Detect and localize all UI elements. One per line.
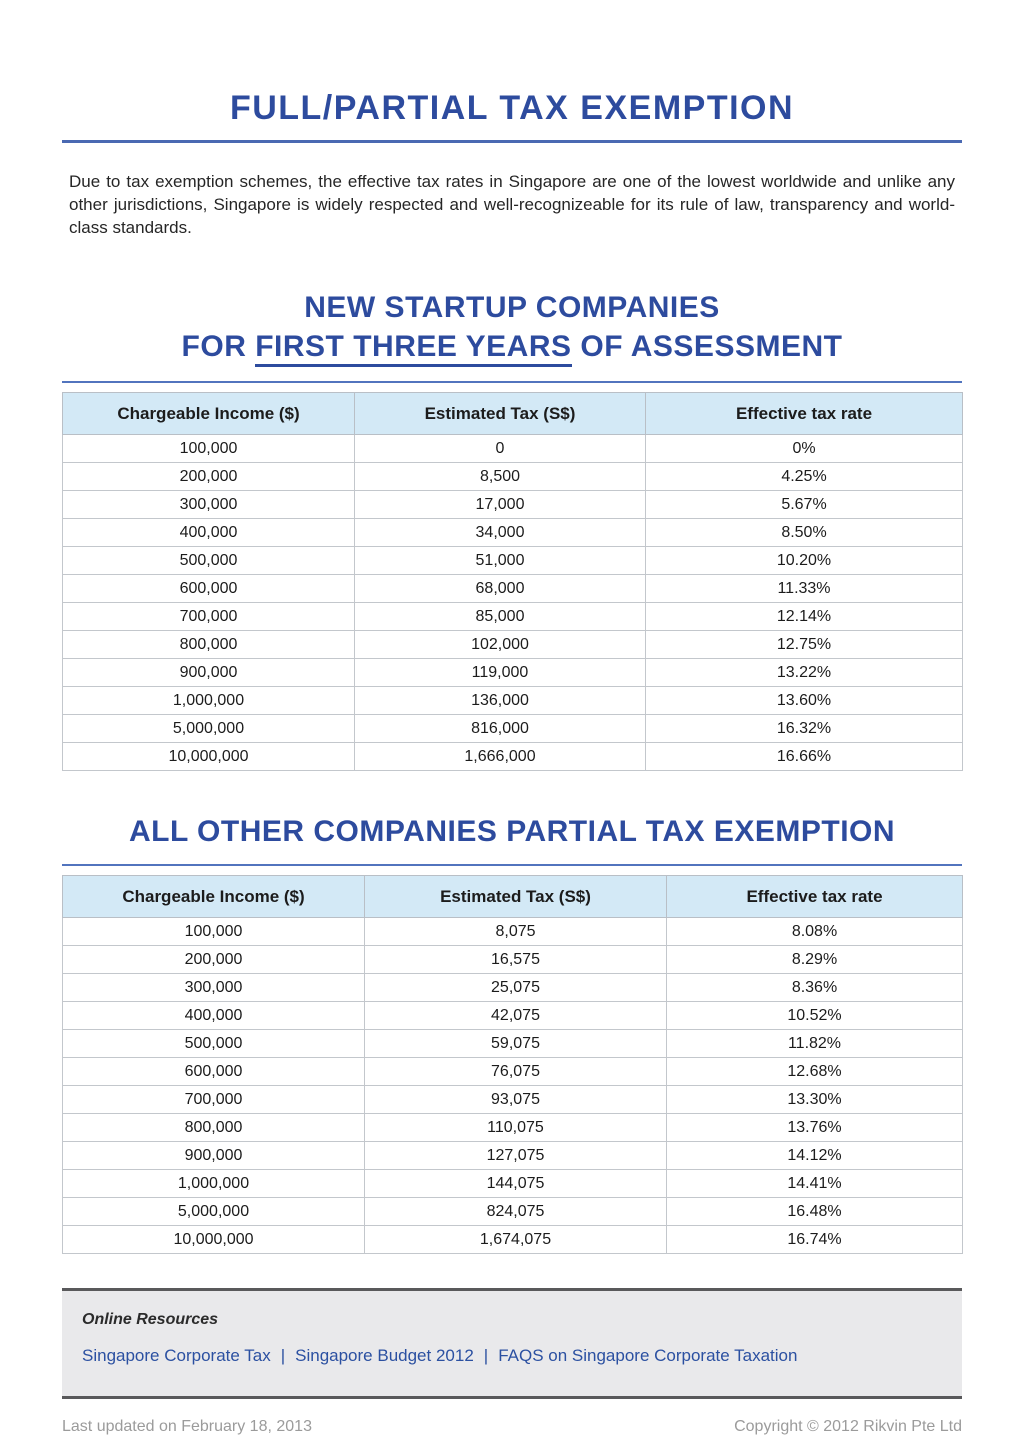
- table-cell: 100,000: [63, 435, 355, 463]
- table-cell: 12.14%: [646, 603, 963, 631]
- table-row: [63, 631, 963, 659]
- startup-tax-table: [62, 392, 963, 771]
- table-cell: 16,575: [365, 946, 667, 974]
- table-cell: 600,000: [63, 575, 355, 603]
- table-cell: 100,000: [63, 918, 365, 946]
- startup-table-top-rule: [62, 381, 962, 383]
- table-row: [63, 715, 963, 743]
- table-cell: 13.22%: [646, 659, 963, 687]
- table-cell: 300,000: [63, 491, 355, 519]
- table-cell: 110,075: [365, 1114, 667, 1142]
- table-cell: 12.68%: [667, 1058, 963, 1086]
- online-resources-box: [62, 1288, 962, 1399]
- table-row: [63, 1002, 963, 1030]
- table-cell: 76,075: [365, 1058, 667, 1086]
- startup-heading-line2-prefix: FOR: [181, 330, 256, 363]
- table-cell: 700,000: [63, 1086, 365, 1114]
- table-cell: 1,000,000: [63, 687, 355, 715]
- table-cell: 500,000: [63, 547, 355, 575]
- table-cell: 300,000: [63, 974, 365, 1002]
- table-cell: 900,000: [63, 659, 355, 687]
- startup-heading-line1: NEW STARTUP COMPANIES: [304, 291, 720, 324]
- table-cell: 13.30%: [667, 1086, 963, 1114]
- table-row: [63, 463, 963, 491]
- table-cell: 14.12%: [667, 1142, 963, 1170]
- intro-paragraph: Due to tax exemption schemes, the effective tax rates in Singapore are one of the lowest worldwide and unlike any other jurisdictions, Singapore is widely respected and well-recognizeable for its rule of law, transparency and world-class standards.: [69, 172, 955, 237]
- online-resources-links: [82, 1346, 942, 1366]
- link-separator: |: [483, 1346, 489, 1365]
- table-cell: 16.74%: [667, 1226, 963, 1254]
- table-cell: 10,000,000: [63, 743, 355, 771]
- table-cell: 13.76%: [667, 1114, 963, 1142]
- table-row: [63, 946, 963, 974]
- table-cell: 17,000: [355, 491, 646, 519]
- table-cell: 68,000: [355, 575, 646, 603]
- table-cell: 400,000: [63, 519, 355, 547]
- link-faqs-corporate-taxation[interactable]: FAQS on Singapore Corporate Taxation: [498, 1346, 798, 1365]
- link-singapore-budget-2012[interactable]: Singapore Budget 2012: [295, 1346, 474, 1365]
- table-header-row: [63, 393, 963, 435]
- table-row: [63, 687, 963, 715]
- table-row: [63, 1170, 963, 1198]
- table-row: [63, 1142, 963, 1170]
- table-cell: 14.41%: [667, 1170, 963, 1198]
- table-cell: 11.82%: [667, 1030, 963, 1058]
- partial-table-header: [63, 876, 963, 918]
- table-row: [63, 918, 963, 946]
- table-cell: 8.29%: [667, 946, 963, 974]
- table-cell: 16.32%: [646, 715, 963, 743]
- table-cell: 102,000: [355, 631, 646, 659]
- table-row: [63, 519, 963, 547]
- table-cell: 4.25%: [646, 463, 963, 491]
- table-row: [63, 974, 963, 1002]
- table-cell: 10.52%: [667, 1002, 963, 1030]
- table-cell: 16.48%: [667, 1198, 963, 1226]
- table-row: [63, 435, 963, 463]
- column-header-chargeable-income: Chargeable Income ($): [63, 876, 365, 918]
- copyright-text: Copyright © 2012 Rikvin Pte Ltd: [734, 1418, 962, 1435]
- table-cell: 25,075: [365, 974, 667, 1002]
- table-row: [63, 1086, 963, 1114]
- table-row: [63, 1198, 963, 1226]
- table-cell: 0: [355, 435, 646, 463]
- table-cell: 16.66%: [646, 743, 963, 771]
- table-cell: 59,075: [365, 1030, 667, 1058]
- table-cell: 10.20%: [646, 547, 963, 575]
- link-singapore-corporate-tax[interactable]: Singapore Corporate Tax: [82, 1346, 271, 1365]
- table-cell: 800,000: [63, 631, 355, 659]
- partial-tax-table: [62, 875, 963, 1254]
- partial-table-top-rule: [62, 864, 962, 866]
- table-cell: 400,000: [63, 1002, 365, 1030]
- table-cell: 5,000,000: [63, 715, 355, 743]
- column-header-estimated-tax: Estimated Tax (S$): [365, 876, 667, 918]
- column-header-effective-rate: Effective tax rate: [667, 876, 963, 918]
- table-cell: 0%: [646, 435, 963, 463]
- startup-table-body: [63, 435, 963, 771]
- table-cell: 13.60%: [646, 687, 963, 715]
- table-cell: 900,000: [63, 1142, 365, 1170]
- link-separator: |: [280, 1346, 286, 1365]
- table-row: [63, 575, 963, 603]
- table-cell: 8.08%: [667, 918, 963, 946]
- page-footer: [62, 1418, 962, 1436]
- table-cell: 127,075: [365, 1142, 667, 1170]
- table-cell: 144,075: [365, 1170, 667, 1198]
- table-cell: 42,075: [365, 1002, 667, 1030]
- table-row: [63, 1030, 963, 1058]
- document-content: [62, 88, 962, 1436]
- table-cell: 136,000: [355, 687, 646, 715]
- table-cell: 200,000: [63, 946, 365, 974]
- table-cell: 8,075: [365, 918, 667, 946]
- table-row: [63, 743, 963, 771]
- table-cell: 51,000: [355, 547, 646, 575]
- table-cell: 5,000,000: [63, 1198, 365, 1226]
- table-cell: 500,000: [63, 1030, 365, 1058]
- page-title: FULL/PARTIAL TAX EXEMPTION: [229, 89, 795, 127]
- table-cell: 816,000: [355, 715, 646, 743]
- table-cell: 1,666,000: [355, 743, 646, 771]
- table-cell: 600,000: [63, 1058, 365, 1086]
- column-header-effective-rate: Effective tax rate: [646, 393, 963, 435]
- last-updated-text: Last updated on February 18, 2013: [62, 1418, 312, 1435]
- table-cell: 11.33%: [646, 575, 963, 603]
- online-resources-label: Online Resources: [82, 1311, 219, 1328]
- table-cell: 1,674,075: [365, 1226, 667, 1254]
- table-cell: 93,075: [365, 1086, 667, 1114]
- table-cell: 200,000: [63, 463, 355, 491]
- startup-heading-line2-suffix: OF ASSESSMENT: [571, 330, 843, 363]
- table-row: [63, 1226, 963, 1254]
- table-cell: 34,000: [355, 519, 646, 547]
- table-cell: 824,075: [365, 1198, 667, 1226]
- column-header-chargeable-income: Chargeable Income ($): [63, 393, 355, 435]
- column-header-estimated-tax: Estimated Tax (S$): [355, 393, 646, 435]
- table-row: [63, 1058, 963, 1086]
- table-cell: 85,000: [355, 603, 646, 631]
- startup-section-heading: [62, 288, 962, 366]
- table-cell: 700,000: [63, 603, 355, 631]
- table-cell: 8.36%: [667, 974, 963, 1002]
- partial-table-body: [63, 918, 963, 1254]
- table-cell: 5.67%: [646, 491, 963, 519]
- table-cell: 800,000: [63, 1114, 365, 1142]
- table-header-row: [63, 876, 963, 918]
- table-cell: 1,000,000: [63, 1170, 365, 1198]
- title-divider-rule: [62, 140, 962, 143]
- startup-table-header: [63, 393, 963, 435]
- table-row: [63, 1114, 963, 1142]
- table-cell: 10,000,000: [63, 1226, 365, 1254]
- table-row: [63, 659, 963, 687]
- table-cell: 12.75%: [646, 631, 963, 659]
- table-row: [63, 491, 963, 519]
- startup-heading-underlined-text: FIRST THREE YEARS: [255, 330, 571, 367]
- table-cell: 8.50%: [646, 519, 963, 547]
- table-cell: 8,500: [355, 463, 646, 491]
- table-row: [63, 547, 963, 575]
- table-row: [63, 603, 963, 631]
- table-cell: 119,000: [355, 659, 646, 687]
- partial-section-heading: ALL OTHER COMPANIES PARTIAL TAX EXEMPTION: [128, 815, 896, 848]
